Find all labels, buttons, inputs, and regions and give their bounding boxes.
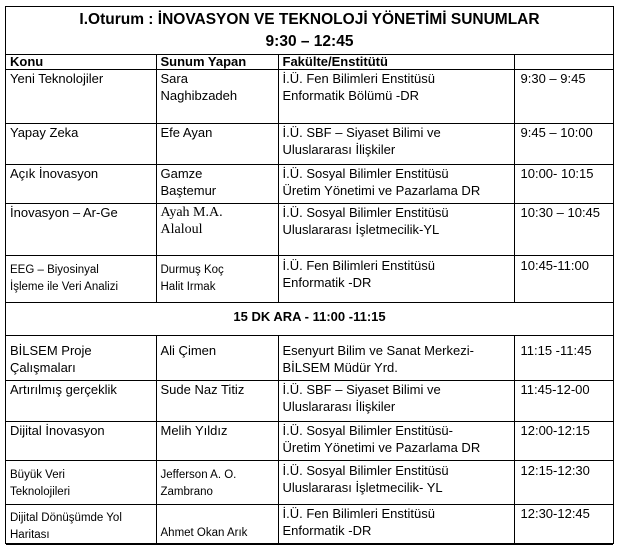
topic-cell: Yapay Zeka — [6, 124, 156, 165]
presenter-cell: Ali Çimen — [156, 336, 278, 381]
faculty-cell: İ.Ü. SBF – Siyaset Bilimi ve Uluslararası İlişkiler — [278, 124, 514, 165]
table-header-row — [6, 55, 613, 70]
time-cell: 10:00- 10:15 — [514, 165, 613, 204]
presenter-cell: Jefferson A. O. Zambrano — [156, 461, 278, 505]
table-row — [6, 204, 613, 256]
faculty-cell: İ.Ü. Fen Bilimleri Enstitüsü Enformatik -DR — [278, 256, 514, 303]
column-header-presenter: Sunum Yapan — [156, 55, 278, 70]
faculty-cell: İ.Ü. Sosyal Bilimler Enstitüsü Uluslararası İşletmecilik-YL — [278, 204, 514, 256]
topic-cell: Dijital İnovasyon — [6, 422, 156, 461]
time-cell: 12:00-12:15 — [514, 422, 613, 461]
schedule-sheet — [5, 6, 614, 544]
topic-cell: İnovasyon – Ar-Ge — [6, 204, 156, 256]
faculty-cell: İ.Ü. Fen Bilimleri Enstitüsü Enformatik Bölümü -DR — [278, 70, 514, 124]
topic-cell: Artırılmış gerçeklik — [6, 381, 156, 422]
time-cell: 11:45-12-00 — [514, 381, 613, 422]
faculty-cell: İ.Ü. Sosyal Bilimler Enstitüsü Üretim Yönetimi ve Pazarlama DR — [278, 165, 514, 204]
table-row — [6, 461, 613, 505]
faculty-cell: İ.Ü. SBF – Siyaset Bilimi ve Uluslararası İlişkiler — [278, 381, 514, 422]
presenter-cell: Gamze Baştemur — [156, 165, 278, 204]
time-cell: 10:45-11:00 — [514, 256, 613, 303]
table-row — [6, 165, 613, 204]
presenter-cell: Ahmet Okan Arık — [156, 505, 278, 545]
presenter-cell: Melih Yıldız — [156, 422, 278, 461]
table-row — [6, 381, 613, 422]
table-row — [6, 505, 613, 545]
session-title-block — [6, 7, 613, 55]
column-header-time — [514, 55, 613, 70]
presenter-cell: Durmuş Koç Halit Irmak — [156, 256, 278, 303]
topic-cell: Yeni Teknolojiler — [6, 70, 156, 124]
schedule-table — [6, 55, 613, 545]
faculty-cell: İ.Ü. Sosyal Bilimler Enstitüsü Uluslararası İşletmecilik- YL — [278, 461, 514, 505]
faculty-cell: İ.Ü. Sosyal Bilimler Enstitüsü- Üretim Yönetimi ve Pazarlama DR — [278, 422, 514, 461]
column-header-faculty: Fakülte/Enstitütü — [278, 55, 514, 70]
session-title: I.Oturum : İNOVASYON VE TEKNOLOJİ YÖNETİMİ SUNUMLAR — [79, 11, 540, 28]
presenter-cell: Sude Naz Titiz — [156, 381, 278, 422]
presenter-cell: Ayah M.A. Alaloul — [156, 204, 278, 256]
break-label: 15 DK ARA - 11:00 -11:15 — [6, 303, 613, 336]
table-row — [6, 256, 613, 303]
faculty-cell: Esenyurt Bilim ve Sanat Merkezi- BİLSEM Müdür Yrd. — [278, 336, 514, 381]
time-cell: 9:45 – 10:00 — [514, 124, 613, 165]
topic-cell: Büyük Veri Teknolojileri — [6, 461, 156, 505]
time-cell: 9:30 – 9:45 — [514, 70, 613, 124]
faculty-cell: İ.Ü. Fen Bilimleri Enstitüsü Enformatik -DR — [278, 505, 514, 545]
table-row — [6, 124, 613, 165]
time-cell: 11:15 -11:45 — [514, 336, 613, 381]
topic-cell: Açık İnovasyon — [6, 165, 156, 204]
table-row — [6, 70, 613, 124]
table-row — [6, 422, 613, 461]
time-cell: 10:30 – 10:45 — [514, 204, 613, 256]
time-cell: 12:15-12:30 — [514, 461, 613, 505]
time-cell: 12:30-12:45 — [514, 505, 613, 545]
presenter-cell: Efe Ayan — [156, 124, 278, 165]
column-header-topic: Konu — [6, 55, 156, 70]
topic-cell: Dijital Dönüşümde Yol Haritası — [6, 505, 156, 545]
table-row — [6, 336, 613, 381]
session-time-range: 9:30 – 12:45 — [265, 33, 354, 50]
presenter-cell: Sara Naghibzadeh — [156, 70, 278, 124]
topic-cell: BİLSEM Proje Çalışmaları — [6, 336, 156, 381]
topic-cell: EEG – Biyosinyal İşleme ile Veri Analizi — [6, 256, 156, 303]
break-row — [6, 303, 613, 336]
